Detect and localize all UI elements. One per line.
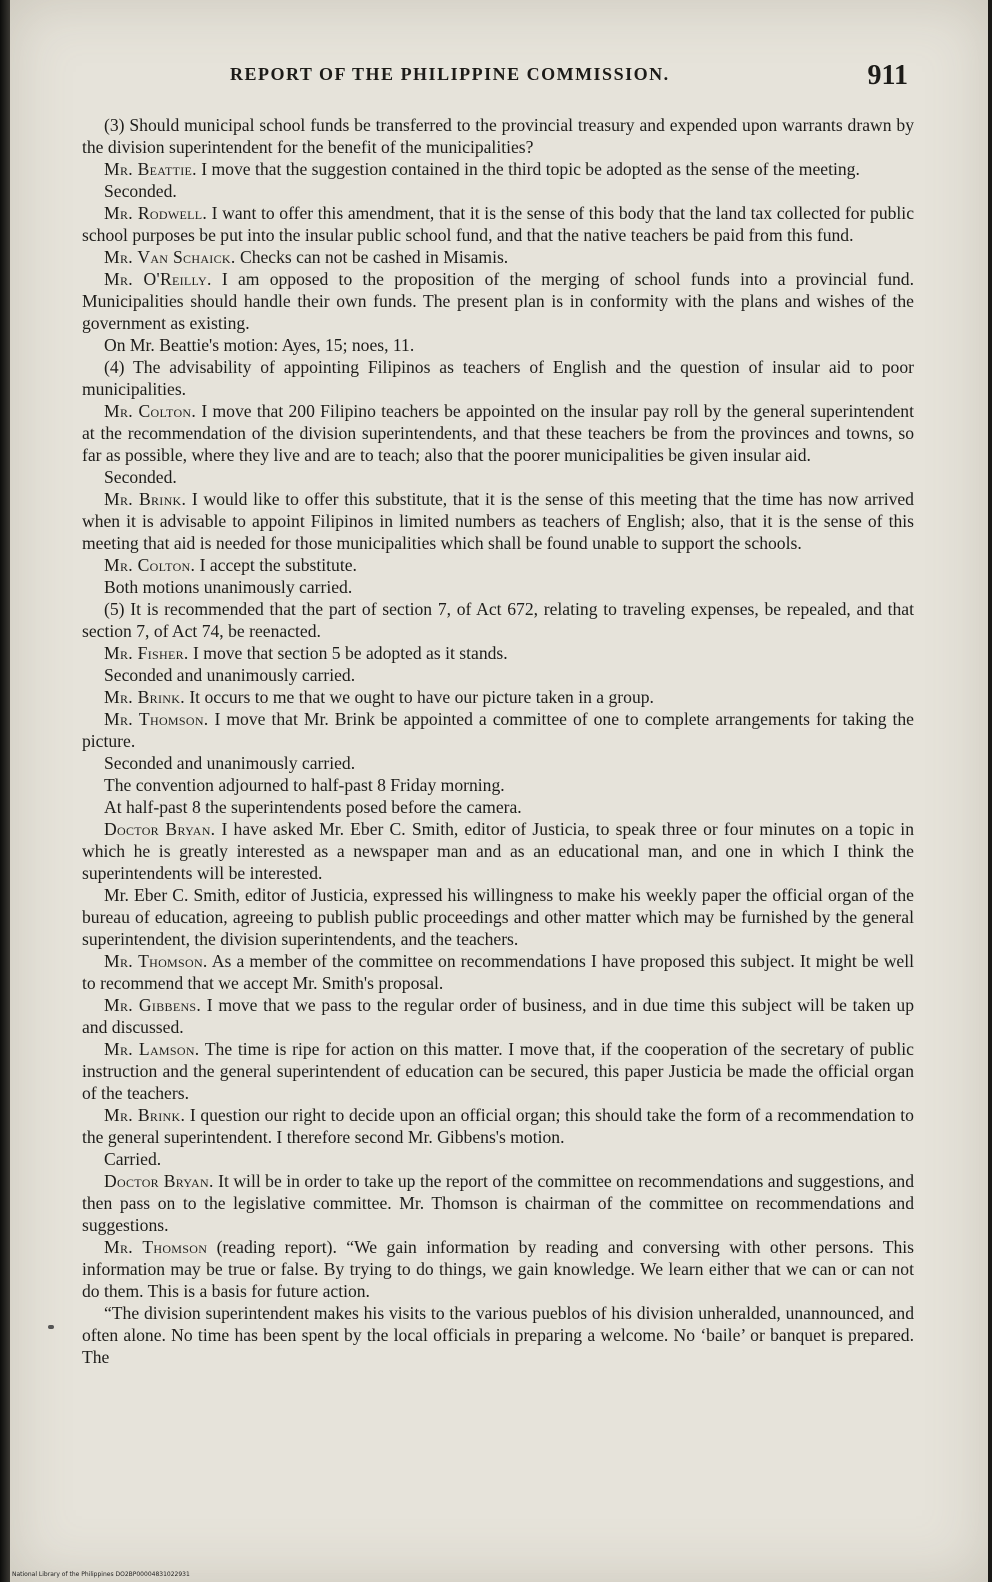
paragraph-text: I question our right to decide upon an official organ; this should take the form of a recommendation to the general superintendent. I therefore second Mr. Gibbens's motion. (82, 1105, 914, 1147)
paragraph (82, 466, 914, 488)
paragraph (82, 1148, 914, 1170)
speaker-name: Mr. Brink. (104, 1105, 186, 1125)
speaker-name: Mr. Thomson (104, 1237, 208, 1257)
paragraph-text: At half-past 8 the superintendents posed before the camera. (104, 797, 522, 817)
document-body (82, 114, 914, 1368)
paragraph (82, 818, 914, 884)
paragraph (82, 774, 914, 796)
speaker-name: Mr. Gibbens. (104, 995, 202, 1015)
paragraph (82, 180, 914, 202)
paragraph-text: I accept the substitute. (195, 555, 357, 575)
paragraph-text: I am opposed to the proposition of the merging of school funds into a provincial fund. Municipalities should handle their own funds. The present plan is in conformity with the plans and wishes of the government as existing. (82, 269, 914, 333)
paragraph-text: Mr. Eber C. Smith, editor of Justicia, expressed his willingness to make his weekly paper the official organ of the bureau of education, agreeing to publish public proceedings and other matter which may be furnished by the general superintendent, the division superintendents, and the teachers. (82, 885, 914, 949)
paragraph (82, 598, 914, 642)
paragraph (82, 246, 914, 268)
paragraph (82, 1104, 914, 1148)
paragraph-text: I move that we pass to the regular order of business, and in due time this subject will be taken up and discussed. (82, 995, 914, 1037)
paragraph (82, 752, 914, 774)
paragraph-text: I move that section 5 be adopted as it stands. (188, 643, 508, 663)
paragraph (82, 400, 914, 466)
speaker-name: Mr. Colton. (104, 401, 197, 421)
paragraph-text: I have asked Mr. Eber C. Smith, editor of Justicia, to speak three or four minutes on a topic in which he is greatly interested as a newspaper man and as an educational man, and one in which I think the superintendents will be interested. (82, 819, 914, 883)
scan-credit: National Library of the Philippines DO2BP00004831022931 (12, 1571, 190, 1578)
paragraph (82, 642, 914, 664)
paragraph (82, 334, 914, 356)
speaker-name: Mr. Fisher. (104, 643, 189, 663)
paragraph-text: Checks can not be cashed in Misamis. (235, 247, 509, 267)
paragraph-text: I want to offer this amendment, that it is the sense of this body that the land tax collected for public school purposes be put into the insular public school fund, and that the native teachers be paid from this fund. (82, 203, 915, 245)
paragraph-text: On Mr. Beattie's motion: Ayes, 15; noes, 11. (104, 335, 415, 355)
document-page (10, 0, 988, 1582)
paragraph (82, 796, 914, 818)
paragraph-text: It will be in order to take up the report of the committee on recommendations and suggestions, and then pass on to the legislative committee. Mr. Thomson is chairman of the committee on recommendations and suggestions. (82, 1171, 914, 1235)
speaker-name: Mr. Beattie. (104, 159, 197, 179)
paragraph (82, 202, 914, 246)
paragraph (82, 554, 914, 576)
paragraph (82, 1302, 914, 1368)
paragraph-text: The time is ripe for action on this matter. I move that, if the cooperation of the secretary of public instruction and the general superintendent of education can be secured, this paper Justicia be made the official organ of the teachers. (82, 1039, 914, 1103)
paragraph (82, 114, 914, 158)
paragraph (82, 488, 914, 554)
paragraph-text: I move that 200 Filipino teachers be appointed on the insular pay roll by the general superintendent at the recommendation of the division superintendents, and that these teachers be from the provinces and towns, so far as possible, where they live and are to teach; also that the poorer municipalities be given insular aid. (82, 401, 914, 465)
speaker-name: Mr. Van Schaick. (104, 247, 236, 267)
paragraph-text: “The division superintendent makes his visits to the various pueblos of his division unheralded, unannounced, and often alone. No time has been spent by the local officials in preparing a welcome. No ‘baile’ or banquet is prepared. The (82, 1303, 914, 1367)
paragraph-text: I move that Mr. Brink be appointed a committee of one to complete arrangements for taking the picture. (82, 709, 914, 751)
paragraph (82, 158, 914, 180)
paragraph-text: (3) Should municipal school funds be transferred to the provincial treasury and expended upon warrants drawn by the division superintendent for the benefit of the municipalities? (82, 115, 914, 157)
speaker-name: Mr. Thomson. (104, 951, 208, 971)
paragraph-text: I would like to offer this substitute, that it is the sense of this meeting that the time has now arrived when it is advisable to appoint Filipinos in limited numbers as teachers of English; also, that it is the sense of this meeting that aid is needed for those municipalities which shall be found unable to support the schools. (82, 489, 914, 553)
running-head: REPORT OF THE PHILIPPINE COMMISSION. (230, 64, 670, 84)
speaker-name: Mr. Thomson. (104, 709, 209, 729)
paragraph-text: (4) The advisability of appointing Filipinos as teachers of English and the question of insular aid to poor municipalities. (82, 357, 914, 399)
paragraph-text: (5) It is recommended that the part of section 7, of Act 672, relating to traveling expenses, be repealed, and that section 7, of Act 74, be reenacted. (82, 599, 914, 641)
paragraph (82, 1170, 914, 1236)
paragraph-text: I move that the suggestion contained in the third topic be adopted as the sense of the meeting. (196, 159, 860, 179)
paragraph-text: Seconded. (104, 181, 177, 201)
paragraph-text: It occurs to me that we ought to have our picture taken in a group. (184, 687, 654, 707)
paragraph (82, 576, 914, 598)
paragraph (82, 356, 914, 400)
paragraph (82, 664, 914, 686)
paragraph-text: The convention adjourned to half-past 8 Friday morning. (104, 775, 505, 795)
speaker-name: Mr. O'Reilly. (104, 269, 212, 289)
paragraph (82, 708, 914, 752)
page-header (110, 60, 908, 100)
speaker-name: Mr. Colton. (104, 555, 196, 575)
speaker-name: Mr. Brink. (104, 687, 185, 707)
scan-speck (48, 1325, 54, 1329)
speaker-name: Mr. Rodwell. (104, 203, 208, 223)
paragraph-text: Both motions unanimously carried. (104, 577, 353, 597)
paragraph (82, 268, 914, 334)
scan-left-edge (0, 0, 10, 1582)
speaker-name: Doctor Bryan. (104, 819, 216, 839)
paragraph-text: Seconded and unanimously carried. (104, 753, 356, 773)
speaker-name: Doctor Bryan. (104, 1171, 214, 1191)
paragraph (82, 1236, 914, 1302)
paragraph (82, 994, 914, 1038)
paragraph (82, 950, 914, 994)
paragraph-text: Carried. (104, 1149, 162, 1169)
paragraph-text: (reading report). “We gain information by reading and conversing with other persons. This information may be true or false. By trying to do things, we gain knowledge. We learn either that we can or can not do them. This is a basis for future action. (82, 1237, 915, 1301)
paragraph-text: Seconded. (104, 467, 177, 487)
speaker-name: Mr. Brink. (104, 489, 187, 509)
paragraph (82, 884, 914, 950)
paragraph (82, 686, 914, 708)
paragraph-text: Seconded and unanimously carried. (104, 665, 356, 685)
speaker-name: Mr. Lamson. (104, 1039, 200, 1059)
paragraph (82, 1038, 914, 1104)
page-number: 911 (867, 60, 908, 91)
paragraph-text: As a member of the committee on recommendations I have proposed this subject. It might be well to recommend that we accept Mr. Smith's proposal. (82, 951, 914, 993)
